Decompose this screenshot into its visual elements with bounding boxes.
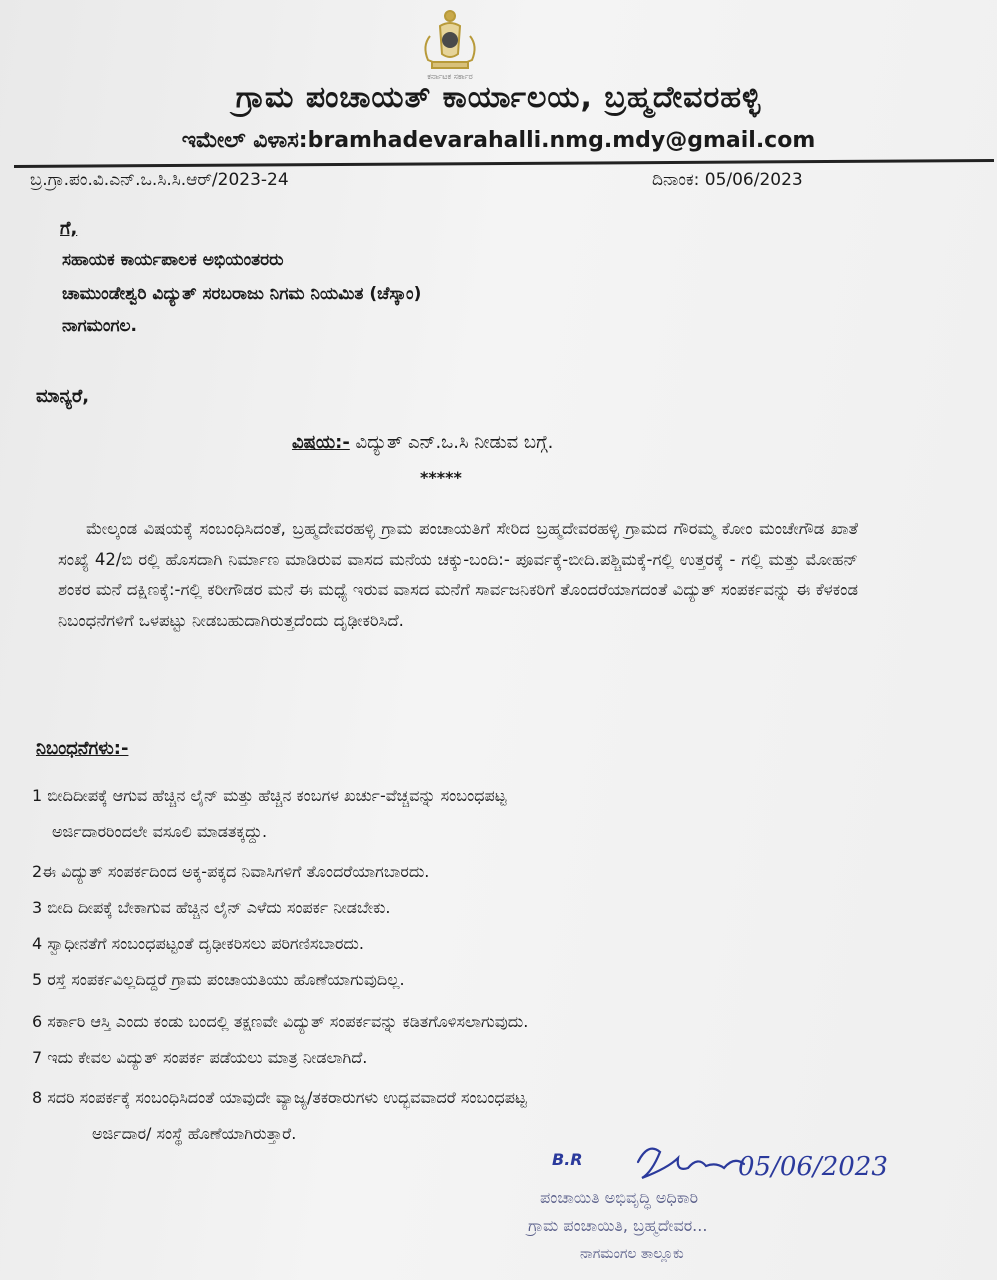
condition-item: 8 ಸದರಿ ಸಂಪರ್ಕಕ್ಕೆ ಸಂಬಂಧಿಸಿದಂತೆ ಯಾವುದೇ ವ್ಯಾಜ್ಯ/ತಕರಾರುಗಳು ಉದ್ಭವವಾದರೆ ಸಂಬಂಧಪಟ್ಟ [32, 1088, 527, 1107]
header-divider [14, 159, 994, 168]
conditions-heading: ನಿಬಂಧನೆಗಳು:- [36, 738, 129, 759]
condition-item: 2ಈ ವಿದ್ಯುತ್ ಸಂಪರ್ಕದಿಂದ ಅಕ್ಕ-ಪಕ್ಕದ ನಿವಾಸಿಗಳಿಗೆ ತೊಂದರೆಯಾಗಬಾರದು. [32, 862, 430, 881]
condition-item-continued: ಅರ್ಜಿದಾರರಿಂದಲೇ ವಸೂಲಿ ಮಾಡತಕ್ಕದ್ದು. [52, 822, 268, 841]
signature-date: 05/06/2023 [738, 1152, 888, 1182]
condition-item: 4 ಸ್ವಾಧೀನತೆಗೆ ಸಂಬಂಧಪಟ್ಟಂತೆ ದೃಢೀಕರಿಸಲು ಪರಿಗಣಿಸಬಾರದು. [32, 934, 364, 953]
subject-label: ವಿಷಯ:- [292, 432, 350, 453]
stamp-line: ಗ್ರಾಮ ಪಂಚಾಯಿತಿ, ಬ್ರಹ್ಮದೇವರ... [528, 1216, 708, 1235]
signature-initials: B.R [552, 1150, 583, 1169]
condition-item: 1 ಬೀದಿದೀಪಕ್ಕೆ ಆಗುವ ಹೆಚ್ಚಿನ ಲೈನ್ ಮತ್ತು ಹೆಚ್ಚಿನ ಕಂಬಗಳ ಖರ್ಚು-ವೆಚ್ಚವನ್ನು ಸಂಬಂಧಪಟ್ಟ [32, 786, 507, 805]
condition-item-continued: ಅರ್ಜಿದಾರ/ ಸಂಸ್ಥೆ ಹೊಣೆಯಾಗಿರುತ್ತಾರೆ. [92, 1124, 297, 1143]
subject-text: ವಿದ್ಯುತ್ ಎನ್.ಒ.ಸಿ ನೀಡುವ ಬಗ್ಗೆ. [349, 432, 554, 453]
subject-line [292, 432, 553, 453]
body-paragraph: ಮೇಲ್ಕಂಡ ವಿಷಯಕ್ಕೆ ಸಂಬಂಧಿಸಿದಂತೆ, ಬ್ರಹ್ಮದೇವರಹಳ್ಳಿ ಗ್ರಾಮ ಪಂಚಾಯತಿಗೆ ಸೇರಿದ ಬ್ರಹ್ಮದೇವರಹಳ್ಳಿ ಗ್ರಾಮದ ಗೌರಮ್ಮ ಕೋಂ ಮಂಚೇಗೌಡ ಖಾತೆ ಸಂಖ್ಯೆ 42/ಬಿ ರಲ್ಲಿ ಹೊಸದಾಗಿ ನಿರ್ಮಾಣ ಮಾಡಿರುವ ವಾಸದ ಮನೆಯ ಚಕ್ಕು-ಬಂದಿ:- ಪೂರ್ವಕ್ಕೆ-ಬೀದಿ.ಪಶ್ಚಿಮಕ್ಕೆ-ಗಲ್ಲಿ ಉತ್ತರಕ್ಕೆ - ಗಲ್ಲಿ ಮತ್ತು ಮೋಹನ್ ಶಂಕರ ಮನೆ ದಕ್ಷಿಣಕ್ಕೆ:-ಗಲ್ಲಿ ಕರೀಗೌಡರ ಮನೆ ಈ ಮಧ್ಯೆ ಇರುವ ವಾಸದ ಮನೆಗೆ ಸಾರ್ವಜನಿಕರಿಗೆ ತೊಂದರೆಯಾಗದಂತೆ ವಿದ್ಯುತ್ ಸಂಪರ್ಕವನ್ನು ಈ ಕೆಳಕಂಡ ನಿಬಂಧನೆಗಳಿಗೆ ಒಳಪಟ್ಟು ನೀಡಬಹುದಾಗಿರುತ್ತದೆಂದು ದೃಢೀಕರಿಸಿದೆ. [58, 519, 858, 630]
condition-item: 3 ಬೀದಿ ದೀಪಕ್ಕೆ ಬೇಕಾಗುವ ಹೆಚ್ಚಿನ ಲೈನ್ ಎಳೆದು ಸಂಪರ್ಕ ನೀಡಬೇಕು. [32, 898, 391, 917]
condition-item: 6 ಸರ್ಕಾರಿ ಆಸ್ತಿ ಎಂದು ಕಂಡು ಬಂದಲ್ಲಿ ತಕ್ಷಣವೇ ವಿದ್ಯುತ್ ಸಂಪರ್ಕವನ್ನು ಕಡಿತಗೊಳಿಸಲಾಗುವುದು. [32, 1012, 529, 1031]
emblem-caption: ಕರ್ನಾಟಕ ಸರ್ಕಾರ [427, 72, 473, 81]
recipient-line: ನಾಗಮಂಗಲ. [62, 316, 138, 336]
recipient-line: ಸಹಾಯಕ ಕಾರ್ಯಪಾಲಕ ಅಭಿಯಂತರರು [62, 250, 284, 270]
stamp-line: ಪಂಚಾಯಿತಿ ಅಭಿವೃದ್ಧಿ ಅಧಿಕಾರಿ [540, 1188, 699, 1207]
stamp-line: ನಾಗಮಂಗಲ ತಾಲ್ಲೂಕು [580, 1246, 684, 1262]
condition-item: 7 ಇದು ಕೇವಲ ವಿದ್ಯುತ್ ಸಂಪರ್ಕ ಪಡೆಯಲು ಮಾತ್ರ ನೀಡಲಾಗಿದೆ. [32, 1048, 368, 1067]
office-title: ಗ್ರಾಮ ಪಂಚಾಯತ್ ಕಾರ್ಯಾಲಯ, ಬ್ರಹ್ಮದೇವರಹಳ್ಳಿ [235, 80, 762, 115]
karnataka-emblem-icon [402, 6, 498, 76]
salutation: ಮಾನ್ಯರೆ, [36, 386, 90, 407]
reference-number: ಬ್ರ.ಗ್ರಾ.ಪಂ.ವಿ.ಎನ್.ಒ.ಸಿ.ಸಿ.ಆರ್/2023-24 [30, 170, 289, 190]
recipient-to: ಗೆ, [60, 218, 78, 239]
letter-date: ದಿನಾಂಕ: 05/06/2023 [652, 170, 803, 190]
office-email: ಇಮೇಲ್ ವಿಳಾಸ:bramhadevarahalli.nmg.mdy@gmail.com [181, 128, 816, 153]
separator-stars: ***** [420, 468, 462, 487]
recipient-line: ಚಾಮುಂಡೇಶ್ವರಿ ವಿದ್ಯುತ್ ಸರಬರಾಜು ನಿಗಮ ನಿಯಮಿತ (ಚೆಸ್ಕಾಂ) [62, 284, 422, 304]
condition-item: 5 ರಸ್ತೆ ಸಂಪರ್ಕವಿಲ್ಲದಿದ್ದರೆ ಗ್ರಾಮ ಪಂಚಾಯತಿಯು ಹೊಣೆಯಾಗುವುದಿಲ್ಲ. [32, 970, 405, 989]
